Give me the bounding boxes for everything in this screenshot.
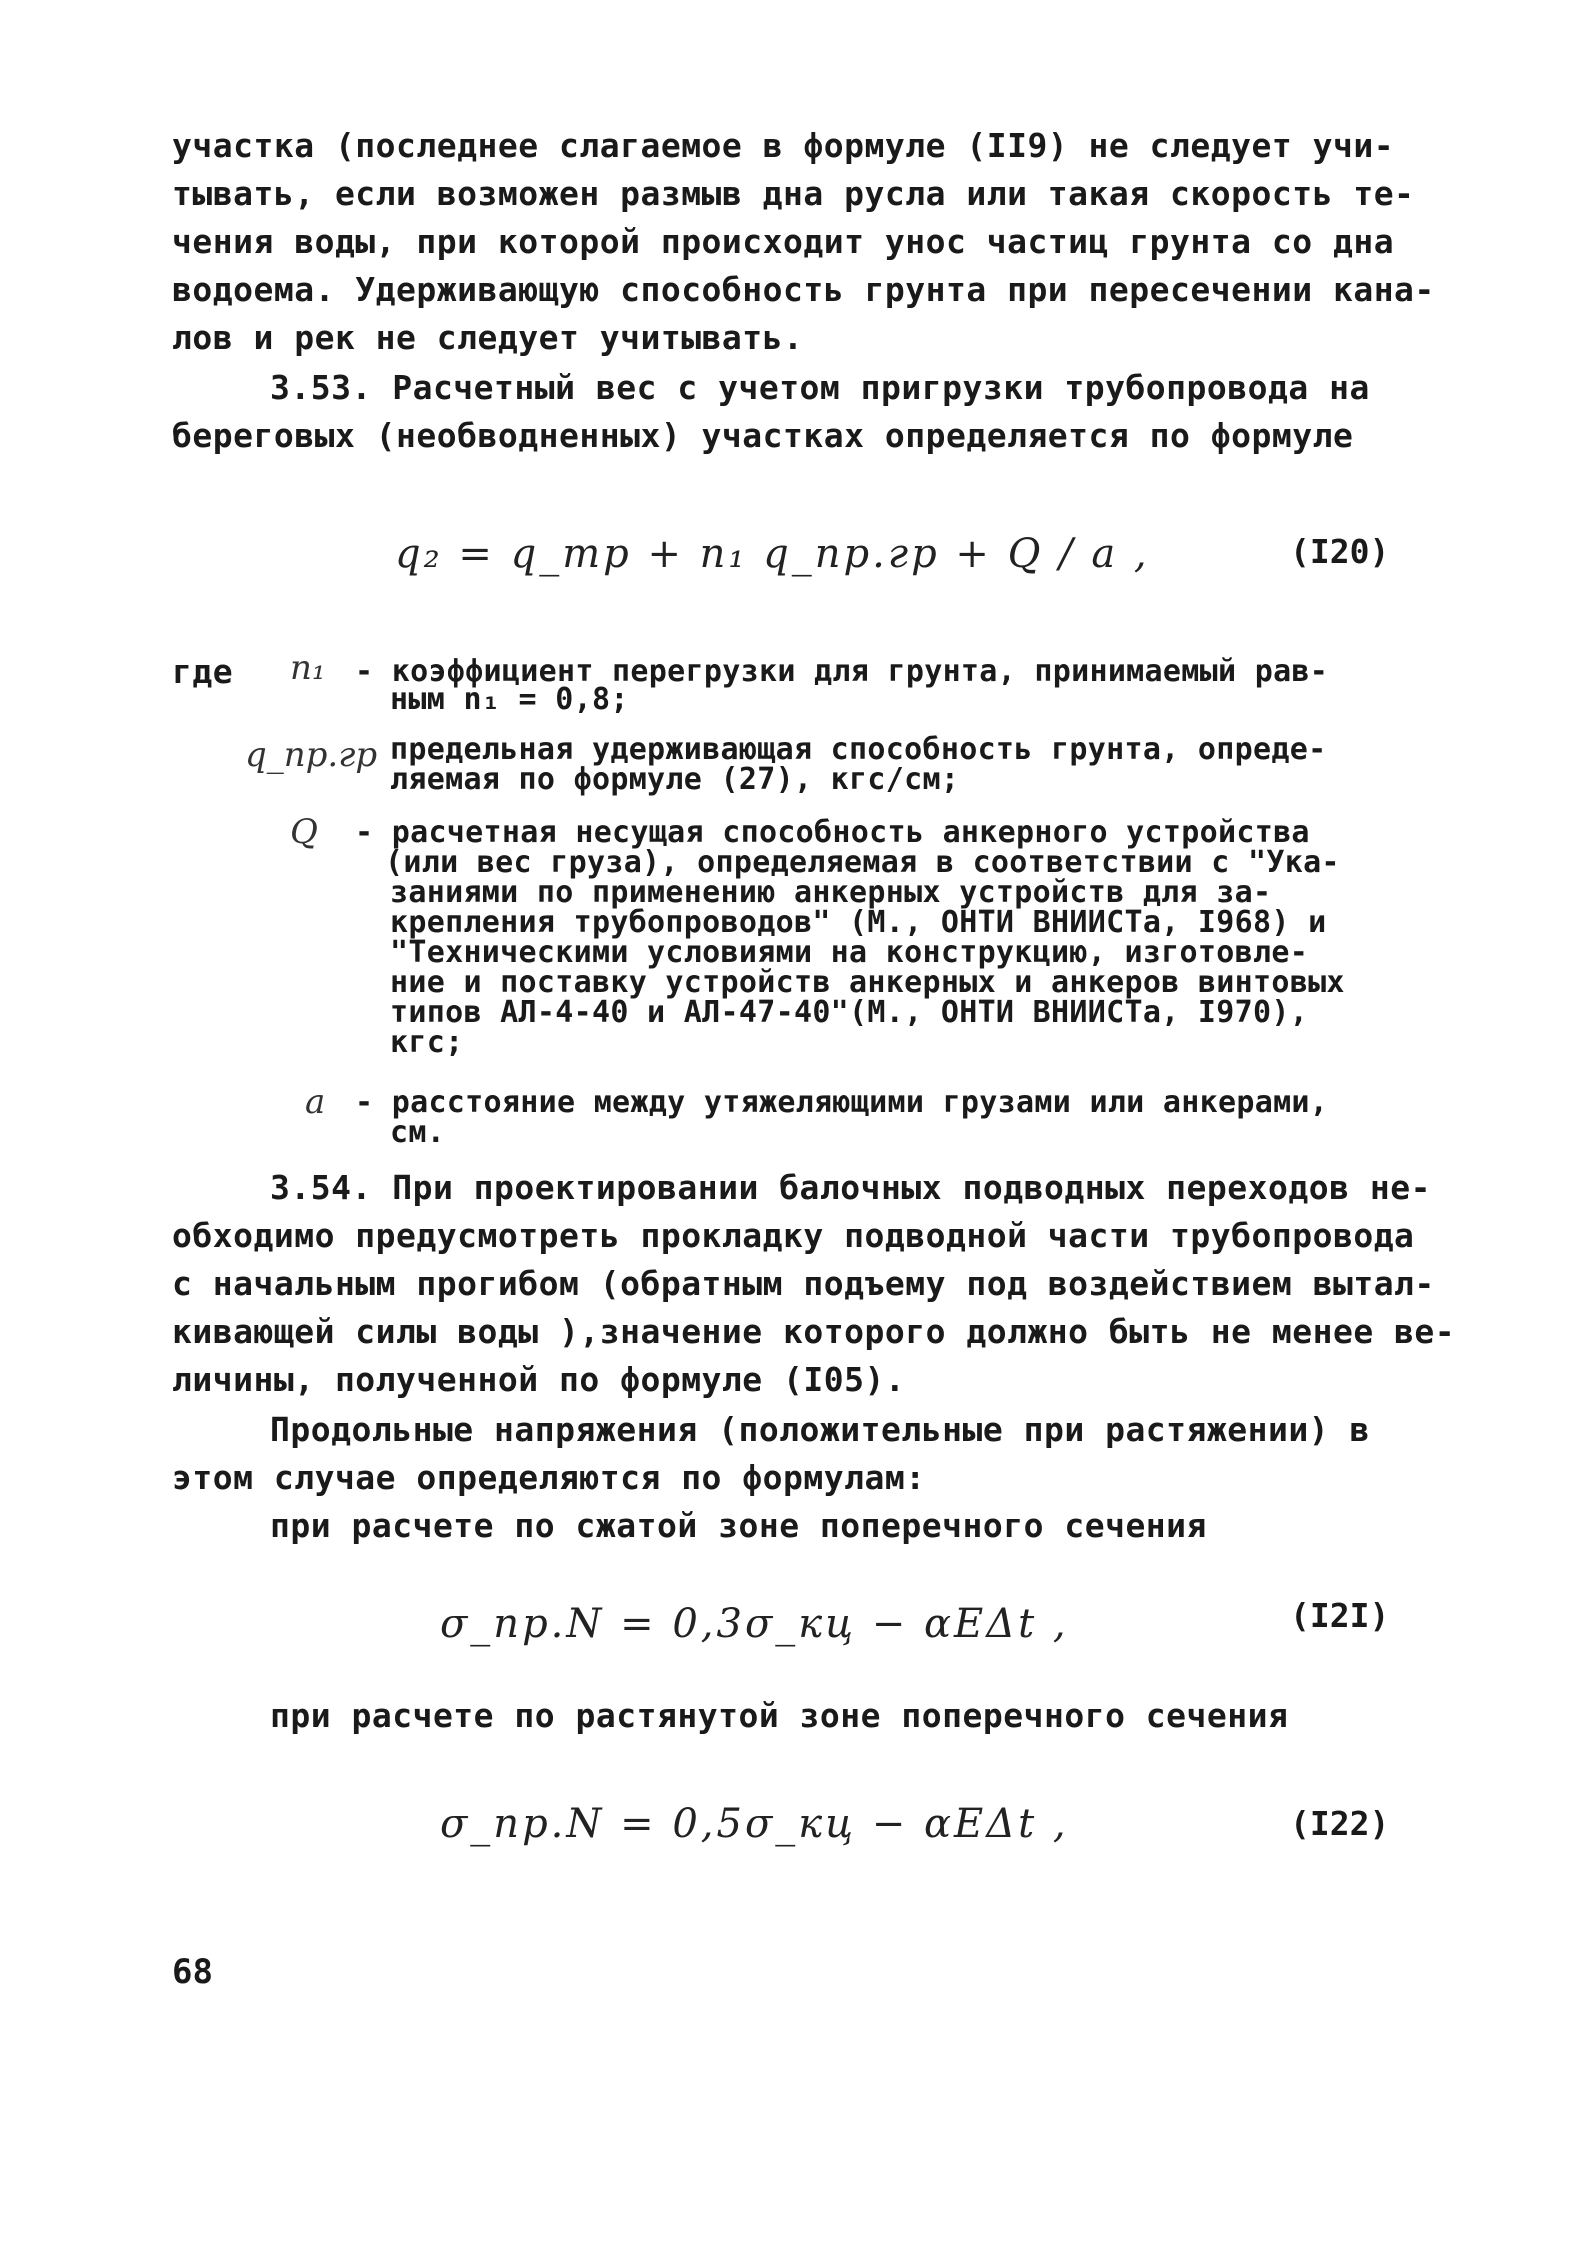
- text-line: 3.54. При проектировании балочных подводных переходов не-: [270, 1168, 1431, 1207]
- text-line: тывать, если возможен размыв дна русла или такая скорость те-: [172, 174, 1415, 213]
- symbol-q-pr-gr: q_пр.гр: [245, 735, 378, 775]
- definition-line: - расчетная несущая способность анкерного устройства: [355, 815, 1310, 850]
- text-line: при расчете по растянутой зоне поперечного сечения: [270, 1696, 1289, 1735]
- definition-line: "Техническими условиями на конструкцию, изготовле-: [390, 935, 1309, 970]
- formula-122: σ_пр.N = 0,5σ_кц − αEΔt ,: [440, 1801, 1069, 1847]
- formula-121: σ_пр.N = 0,3σ_кц − αEΔt ,: [440, 1601, 1069, 1647]
- equation-number: (I2I): [1290, 1596, 1390, 1635]
- definition-line: крепления трубопроводов" (М., ОНТИ ВНИИСТа, I968) и: [390, 905, 1327, 940]
- equation-number: (I20): [1290, 532, 1390, 571]
- definition-line: см.: [390, 1115, 446, 1150]
- where-label: где: [172, 652, 234, 691]
- text-line: с начальным прогибом (обратным подъему под воздействием вытал-: [172, 1264, 1435, 1303]
- text-line: при расчете по сжатой зоне поперечного сечения: [270, 1506, 1207, 1545]
- text-line: Продольные напряжения (положительные при растяжении) в: [270, 1410, 1370, 1449]
- definition-line: - расстояние между утяжеляющими грузами или анкерами,: [355, 1085, 1329, 1120]
- page-number: 68: [172, 1952, 213, 1992]
- definition-line: кгс;: [390, 1025, 464, 1060]
- formula-120: q₂ = q_тр + n₁ q_пр.гр + Q / a ,: [395, 531, 1150, 577]
- text-line: личины, полученной по формуле (I05).: [172, 1360, 906, 1399]
- text-line: кивающей силы воды ),значение которого должно быть не менее ве-: [172, 1312, 1456, 1351]
- definition-line: - коэффициент перегрузки для грунта, принимаемый рав-: [355, 654, 1329, 689]
- text-line: участка (последнее слагаемое в формуле (II9) не следует учи-: [172, 126, 1395, 165]
- text-line: водоема. Удерживающую способность грунта при пересечении кана-: [172, 270, 1435, 309]
- definition-line: заниями по применению анкерных устройств для за-: [390, 875, 1272, 910]
- text-line: обходимо предусмотреть прокладку подводной части трубопровода: [172, 1216, 1415, 1255]
- definition-line: типов АЛ-4-40 и АЛ-47-40"(М., ОНТИ ВНИИСТа, I970),: [390, 995, 1309, 1030]
- symbol-Q: Q: [290, 812, 318, 852]
- definition-line: ляемая по формуле (27), кгс/см;: [390, 762, 960, 797]
- definition-line: ние и поставку устройств анкерных и анкеров винтовых: [390, 965, 1345, 1000]
- definition-line: (или вес груза), определяемая в соответствии с "Ука-: [385, 845, 1340, 880]
- text-line: береговых (необводненных) участках определяется по формуле: [172, 416, 1354, 455]
- definition-line: ным n₁ = 0,8;: [390, 682, 629, 717]
- text-line: лов и рек не следует учитывать.: [172, 318, 804, 357]
- symbol-n1: n₁: [290, 648, 326, 688]
- text-line: 3.53. Расчетный вес с учетом пригрузки трубопровода на: [270, 368, 1370, 407]
- text-line: чения воды, при которой происходит унос частиц грунта со дна: [172, 222, 1395, 261]
- definition-line: предельная удерживающая способность грунта, опреде-: [390, 732, 1327, 767]
- equation-number: (I22): [1290, 1804, 1390, 1843]
- text-line: этом случае определяются по формулам:: [172, 1458, 926, 1497]
- symbol-a: a: [305, 1082, 326, 1122]
